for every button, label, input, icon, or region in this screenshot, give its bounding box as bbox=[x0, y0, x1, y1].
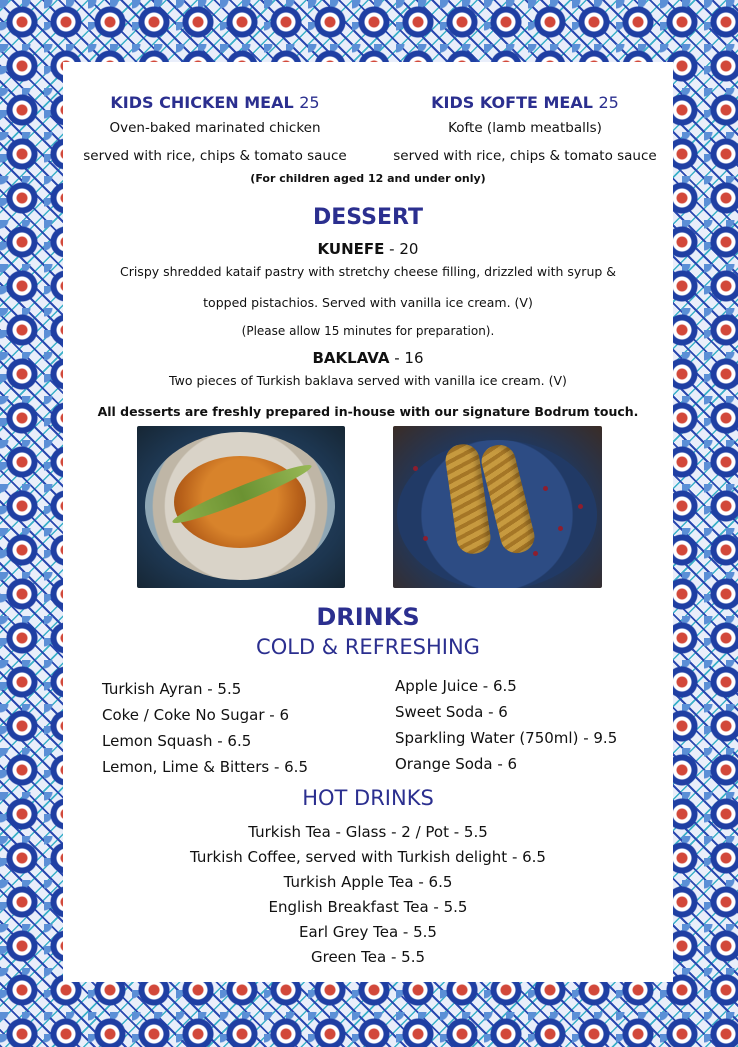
rose-petal bbox=[413, 466, 418, 471]
baklava-title bbox=[63, 349, 673, 367]
list-item: Turkish Coffee, served with Turkish delight - 6.5 bbox=[190, 848, 546, 866]
dessert-footer-note: All desserts are freshly prepared in-house with our signature Bodrum touch. bbox=[97, 404, 639, 419]
kids-age-note: (For children aged 12 and under only) bbox=[250, 172, 486, 185]
rose-petal bbox=[558, 526, 563, 531]
list-item: Apple Juice - 6.5 bbox=[395, 677, 517, 695]
hot-drinks-heading: HOT DRINKS bbox=[302, 786, 434, 810]
kunefe-photo bbox=[137, 426, 345, 588]
list-item: Turkish Apple Tea - 6.5 bbox=[283, 873, 453, 891]
kids-kofte-desc-2: served with rice, chips & tomato sauce bbox=[393, 148, 657, 164]
kunefe-desc-2: topped pistachios. Served with vanilla ice cream. (V) bbox=[203, 295, 533, 310]
hot-drinks-list bbox=[63, 820, 673, 970]
list-item: Turkish Tea - Glass - 2 / Pot - 5.5 bbox=[248, 823, 488, 841]
kids-kofte-title bbox=[375, 92, 675, 114]
kunefe-price: - 20 bbox=[384, 240, 419, 258]
rose-petal bbox=[533, 551, 538, 556]
kids-chicken-meal bbox=[63, 92, 367, 170]
kunefe-desc-1: Crispy shredded kataif pastry with stretchy cheese filling, drizzled with syrup & bbox=[119, 264, 617, 279]
cold-drinks-heading: COLD & REFRESHING bbox=[256, 635, 480, 659]
drinks-heading: DRINKS bbox=[316, 603, 420, 631]
kids-kofte-desc-1: Kofte (lamb meatballs) bbox=[448, 120, 602, 136]
kids-kofte-price: 25 bbox=[598, 93, 619, 112]
kids-chicken-title bbox=[63, 92, 367, 114]
list-item: Earl Grey Tea - 5.5 bbox=[299, 923, 437, 941]
list-item: Sweet Soda - 6 bbox=[395, 703, 508, 721]
list-item: English Breakfast Tea - 5.5 bbox=[268, 898, 468, 916]
list-item: Sparkling Water (750ml) - 9.5 bbox=[395, 729, 618, 747]
kids-kofte-meal bbox=[375, 92, 675, 170]
kunefe-title bbox=[63, 240, 673, 258]
list-item: Lemon, Lime & Bitters - 6.5 bbox=[102, 758, 308, 776]
list-item: Lemon Squash - 6.5 bbox=[102, 732, 252, 750]
rose-petal bbox=[423, 536, 428, 541]
rose-petal bbox=[578, 504, 583, 509]
baklava-price: - 16 bbox=[389, 349, 424, 367]
kids-chicken-desc-2: served with rice, chips & tomato sauce bbox=[83, 148, 347, 164]
list-item: Orange Soda - 6 bbox=[395, 755, 518, 773]
cold-drinks-left-list bbox=[102, 676, 308, 780]
kids-kofte-name: KIDS KOFTE MEAL bbox=[431, 93, 593, 112]
kunefe-prep-note: (Please allow 15 minutes for preparation). bbox=[241, 324, 495, 338]
list-item: Turkish Ayran - 5.5 bbox=[102, 680, 242, 698]
list-item: Green Tea - 5.5 bbox=[310, 948, 426, 966]
kids-chicken-name: KIDS CHICKEN MEAL bbox=[110, 93, 294, 112]
baklava-name: BAKLAVA bbox=[312, 349, 390, 367]
baklava-desc: Two pieces of Turkish baklava served with vanilla ice cream. (V) bbox=[169, 373, 567, 388]
menu-panel bbox=[63, 62, 673, 982]
cold-drinks-right-list bbox=[395, 673, 617, 777]
list-item: Coke / Coke No Sugar - 6 bbox=[102, 706, 289, 724]
kunefe-name: KUNEFE bbox=[317, 240, 385, 258]
rose-petal bbox=[543, 486, 548, 491]
baklava-photo bbox=[393, 426, 602, 588]
kids-chicken-price: 25 bbox=[299, 93, 320, 112]
kids-chicken-desc-1: Oven-baked marinated chicken bbox=[109, 120, 321, 136]
dessert-heading: DESSERT bbox=[313, 205, 423, 230]
